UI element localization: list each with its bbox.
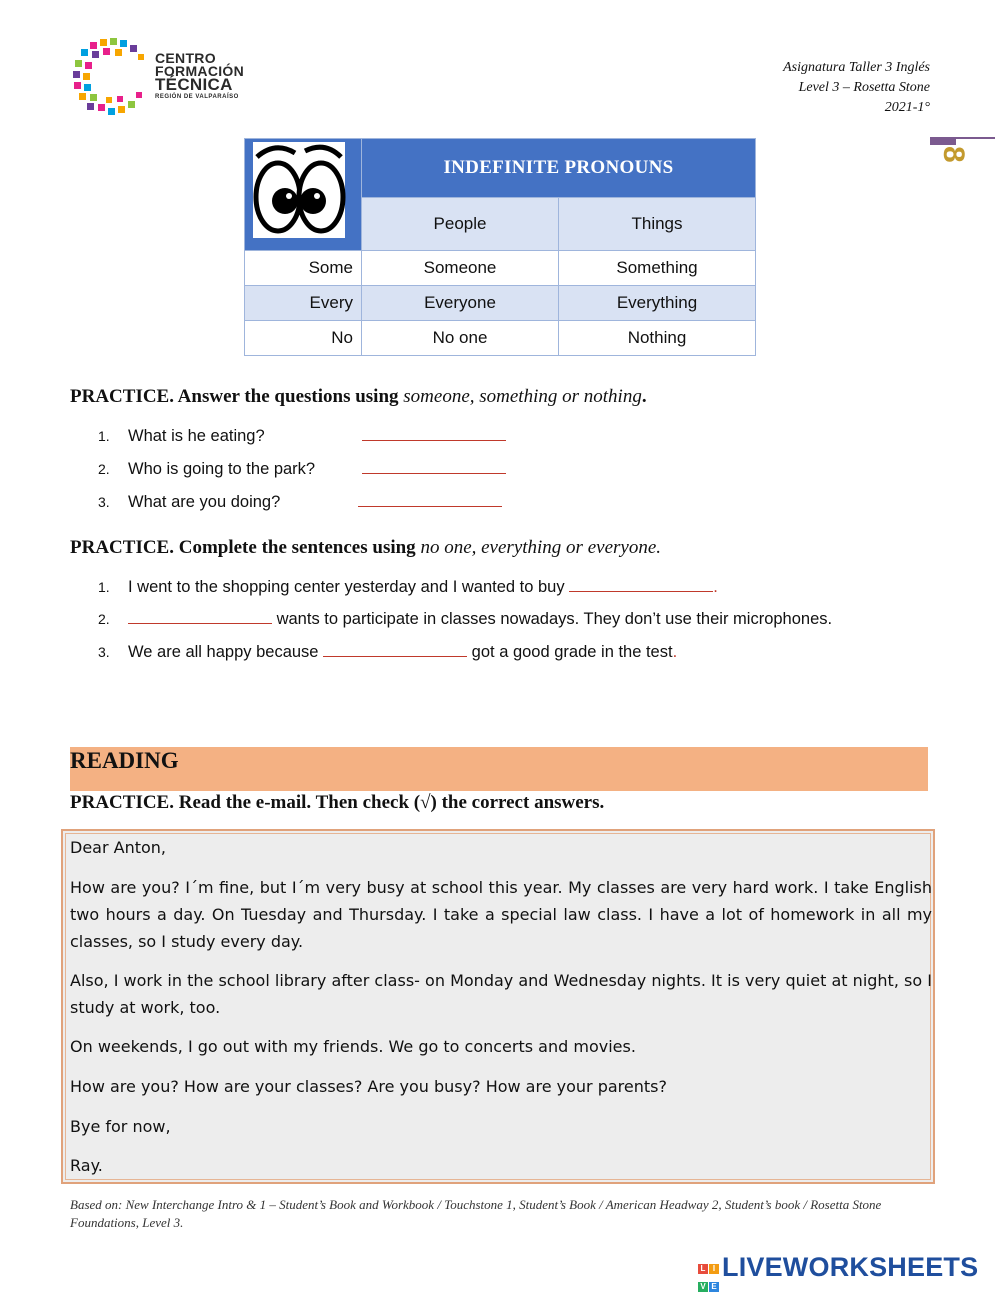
sentence-text: We are all happy because [128,643,319,661]
answer-blank[interactable] [569,577,713,592]
logo-line-2: FORMACIÓN [155,63,245,79]
course-line-2: Level 3 – Rosetta Stone [798,80,930,95]
brand-icon-letter: E [709,1282,719,1292]
practice-1-title-bold: PRACTICE. Answer the questions using [70,386,399,407]
row-people: Someone [362,251,559,286]
logo-line-1: CENTRO [155,50,216,66]
reading-banner [70,747,928,791]
email-paragraph: On weekends, I go out with my friends. We go to concerts and movies. [70,1037,636,1056]
row-people: No one [362,321,559,356]
list-item: 3. What are you doing? [98,492,502,512]
question-text: What are you doing? [128,493,281,511]
course-line-1: Asignatura Taller 3 Inglés [783,60,930,75]
email-signature: Ray. [70,1156,103,1175]
practice-2-title-italic: no one, everything or everyone. [420,537,662,558]
logo-line-3: TÉCNICA [155,75,233,94]
reading-title: READING [70,748,179,773]
page-number: 8 [937,146,970,163]
table-row [245,251,756,286]
email-greeting: Dear Anton, [70,838,167,857]
brand-icon-letter: L [698,1264,708,1274]
answer-blank[interactable] [362,459,506,474]
logo-line-4: REGIÓN DE VALPARAÍSO [155,94,239,100]
indefinite-pronouns-table [244,138,756,356]
practice-2-title [70,537,661,559]
table-row [245,286,756,321]
logo-wordmark [155,52,244,104]
cartoon-eyes-icon [245,139,361,245]
sentence-text: wants to participate in classes nowadays. They don’t use their microphones. [276,610,833,628]
list-item: 3. We are all happy because got a good grade in the test. [98,643,678,661]
practice-1-title: PRACTICE. Answer the questions using someone, something or nothing. [70,386,647,407]
row-label: No [245,321,362,356]
answer-blank[interactable] [362,426,506,441]
table-title: INDEFINITE PRONOUNS [362,139,756,198]
email-paragraph: How are you? How are your classes? Are you busy? How are your parents? [70,1077,667,1096]
list-item: 2. wants to participate in classes nowadays. They don’t use their microphones. [98,610,833,628]
row-label: Every [245,286,362,321]
brand-text: LIVEWORKSHEETS [722,1252,979,1282]
practice-1-title-italic: someone, something or nothing [403,386,642,407]
question-text: Who is going to the park? [128,460,316,478]
header-people: People [362,198,559,251]
reading-practice-bold: PRACTICE [70,792,170,813]
course-line-3: 2021-1° [884,100,930,115]
answer-blank[interactable] [128,609,272,624]
row-label: Some [245,251,362,286]
sentence-text: I went to the shopping center yesterday and I wanted to buy [128,578,565,596]
header-things: Things [559,198,756,251]
reading-practice-title [70,792,604,814]
course-info [783,58,930,118]
reading-practice-rest: . Read the e-mail. Then check (√) the correct answers. [169,792,605,813]
row-things: Nothing [559,321,756,356]
row-things: Everything [559,286,756,321]
email-closing: Bye for now, [70,1117,171,1136]
practice-2-title-rest: . Complete the sentences using [169,537,416,558]
footer-source-note: Based on: New Interchange Intro & 1 – Student’s Book and Workbook / Touchstone 1, Student’s Book / American Headway 2, Student’s book / Rosetta Stone Foundations, Level 3. [70,1197,882,1230]
answer-blank[interactable] [323,642,467,657]
list-item: 1. I went to the shopping center yesterday and I wanted to buy . [98,578,718,596]
question-text: What is he eating? [128,427,265,445]
row-people: Everyone [362,286,559,321]
email-paragraph: Also, I work in the school library after class- on Monday and Wednesday nights. It is very quiet at night, so I study at work, too. [70,971,932,1017]
brand-icon-letter: I [709,1264,719,1274]
page-tab-mark [930,139,956,145]
answer-blank[interactable] [358,492,502,507]
email-text [70,834,932,1179]
list-item: 1. What is he eating? [98,426,506,446]
email-paragraph: How are you? I´m fine, but I´m very busy at school this year. My classes are very hard work. I take English two hours a day. On Tuesday and Thursday. I take a special law class. I have a lot of homework in all my classes, so I study every day. [70,878,932,951]
sentence-text-end: got a good grade in the test [471,643,673,661]
table-row [245,321,756,356]
eyes-image-cell [245,139,362,251]
row-things: Something [559,251,756,286]
brand-icon-letter: V [698,1282,708,1292]
practice-2-title-bold: PRACTICE [70,537,170,558]
list-item: 2. Who is going to the park? [98,459,506,479]
